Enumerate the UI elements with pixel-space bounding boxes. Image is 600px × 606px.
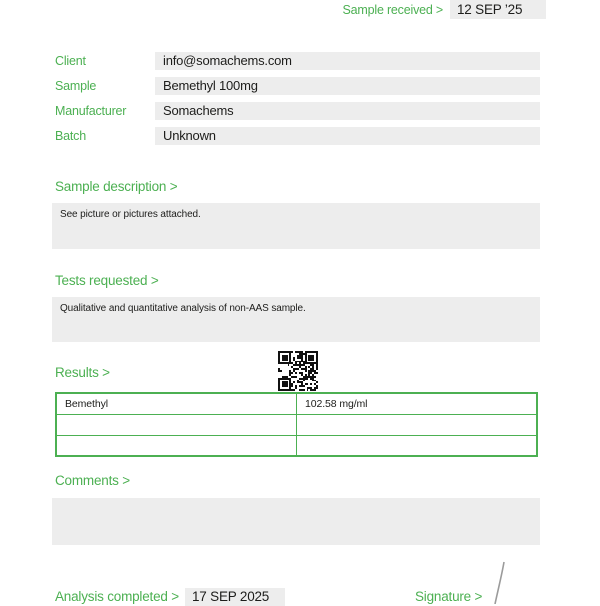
manufacturer-label: Manufacturer	[55, 104, 127, 118]
result-value	[297, 414, 538, 435]
tests-requested-heading: Tests requested >	[55, 273, 159, 288]
sample-value: Bemethyl 100mg	[155, 77, 540, 95]
result-analyte	[56, 414, 297, 435]
sample-received-date: 12 SEP ’25	[450, 0, 546, 19]
manufacturer-value: Somachems	[155, 102, 540, 120]
result-value: 102.58 mg/ml	[297, 393, 538, 414]
batch-value: Unknown	[155, 127, 540, 145]
comments-body	[52, 498, 540, 545]
client-value: info@somachems.com	[155, 52, 540, 70]
result-analyte	[56, 435, 297, 456]
table-row	[56, 414, 537, 435]
sample-received-label: Sample received >	[342, 3, 443, 17]
comments-heading: Comments >	[55, 473, 130, 488]
batch-label: Batch	[55, 129, 86, 143]
sample-description-body: See picture or pictures attached.	[52, 203, 540, 249]
result-analyte: Bemethyl	[56, 393, 297, 414]
result-value	[297, 435, 538, 456]
analysis-completed-label: Analysis completed >	[55, 589, 179, 604]
client-label: Client	[55, 54, 86, 68]
table-row	[56, 393, 537, 414]
signature-label: Signature >	[415, 589, 483, 604]
tests-requested-body: Qualitative and quantitative analysis of non-AAS sample.	[52, 297, 540, 342]
signature-stroke	[483, 556, 513, 604]
qr-code-icon	[278, 351, 318, 391]
analysis-completed-date: 17 SEP 2025	[185, 588, 285, 606]
results-table	[55, 392, 538, 457]
sample-label: Sample	[55, 79, 97, 93]
table-row	[56, 435, 537, 456]
sample-description-heading: Sample description >	[55, 179, 178, 194]
results-heading: Results >	[55, 365, 110, 380]
